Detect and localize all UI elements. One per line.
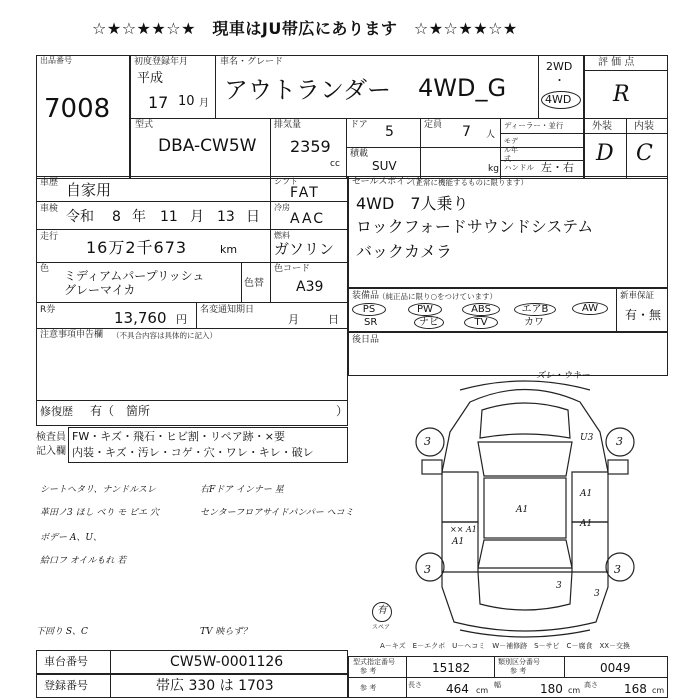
lot-label: 出品番号	[40, 56, 72, 65]
registration-month-unit: 月	[199, 98, 209, 109]
color-label: 色	[40, 264, 50, 274]
height-value: 168	[624, 682, 647, 696]
lot-number: 7008	[44, 94, 111, 124]
handle-label: ハンドル	[504, 163, 534, 172]
selling-point-2: ロックフォードサウンドシステム	[356, 217, 594, 236]
rear-items-label: 後日品	[352, 335, 380, 345]
damage-right-side: A1	[580, 489, 593, 499]
doors-label: ドア	[350, 120, 368, 130]
equip-sr: SR	[364, 317, 378, 328]
chassis-label: 車台番号	[44, 655, 88, 668]
height-label: 高さ	[584, 681, 598, 689]
load-unit: kg	[488, 164, 499, 174]
handwritten-note-6: 給口フ オイルもれ 若	[40, 556, 127, 566]
dims-ref-label: 参 考	[360, 684, 377, 692]
equip-ps: PS	[352, 303, 386, 316]
inspector-row-2: 内装・キズ・汚レ・コゲ・穴・ワレ・キレ・破レ	[72, 446, 314, 459]
inspection-day-unit: 日	[246, 209, 260, 225]
inspection-label: 車検	[40, 204, 59, 214]
width-value: 180	[540, 682, 563, 696]
plate-label: 登録番号	[44, 679, 88, 692]
legend-text: A－キズ E－エクボ U－ヘコミ W－補修跡 S－サビ C－腐食 XX－交換	[380, 642, 631, 650]
name-change-day: 日	[328, 313, 339, 326]
handwritten-note-1: シートヘタリ、ナンドルスレ	[40, 485, 156, 495]
color-change-label: 色替	[244, 278, 264, 289]
mileage-label: 走行	[40, 232, 59, 242]
fuel-value: ガソリン	[274, 240, 335, 258]
capacity-unit: 人	[486, 130, 496, 140]
color-value-1: ミディアムパープリッシュ	[64, 269, 205, 283]
spare-sublabel: スペア	[372, 624, 391, 631]
equip-abs: ABS	[462, 303, 500, 316]
inspection-month: 11	[160, 209, 178, 225]
drive-4wd: 4WD	[545, 93, 572, 106]
exterior-label: 外装	[592, 121, 612, 132]
inspection-day: 13	[217, 209, 235, 225]
class-code-ref: 参 考	[510, 667, 527, 675]
history-value: 自家用	[66, 181, 112, 199]
inspector-label-1: 検査員	[36, 432, 66, 443]
notes-label: 注意事項申告欄	[40, 330, 104, 340]
inspector-label-2: 記入欄	[36, 446, 66, 457]
width-unit: cm	[568, 686, 581, 695]
warranty-label: 新車保証	[620, 291, 655, 301]
model-code-label: 型式指定番号	[353, 658, 395, 666]
equip-navi: ナビ	[414, 316, 444, 329]
drive-dot: ・	[554, 74, 565, 87]
dealer-label: ディーラー・並行	[504, 121, 564, 130]
repair-value: 有（ 箇所	[90, 404, 151, 418]
body-type: SUV	[372, 159, 397, 173]
model-code-ref: 参 考	[360, 667, 377, 675]
interior-grade: C	[636, 141, 653, 166]
handle-value: 左・右	[541, 161, 574, 174]
displacement-label: 排気量	[274, 120, 302, 130]
equip-aw: AW	[572, 302, 608, 315]
damage-rear-right-wheel: 3	[594, 589, 600, 599]
recycle-label: R券	[40, 305, 56, 315]
selling-points-sublabel: （正常に機能するものに限ります）	[408, 178, 528, 187]
selling-point-3: バックカメラ	[356, 242, 453, 261]
model-label: 型式	[135, 120, 154, 130]
name-change-label: 名変通知期日	[200, 305, 255, 315]
damage-front-right: 3	[616, 435, 623, 448]
inspection-month-unit: 月	[190, 209, 204, 225]
displacement-unit: cc	[330, 159, 340, 169]
height-unit: cm	[652, 686, 665, 695]
warranty-value: 有・無	[625, 308, 662, 322]
damage-left-side: A1	[452, 537, 465, 547]
rear-items-box	[348, 332, 668, 376]
damage-right-front-door: U3	[580, 433, 594, 443]
equip-pw: PW	[408, 303, 442, 316]
car-grade: 4WD_G	[418, 74, 507, 102]
grade-value: R	[613, 82, 630, 107]
registration-label: 初度登録年月	[134, 57, 189, 67]
handwritten-note-4: センターフロアサイドパンパー へコミ	[200, 508, 354, 518]
recycle-unit: 円	[176, 313, 187, 326]
class-code-value: 0049	[600, 661, 631, 675]
handwritten-note-5: ボデー A、U、	[40, 533, 102, 543]
registration-year: 17	[148, 93, 169, 112]
mileage-value: 16万2千673	[86, 238, 188, 257]
spare-label: 有	[377, 605, 387, 616]
color-value-2: グレーマイカ	[64, 283, 136, 297]
aircon-label: 冷房	[274, 203, 290, 212]
equipment-sublabel: （純正品に限り○をつけています）	[378, 292, 498, 301]
chassis-value: CW5W-0001126	[170, 654, 284, 670]
model-code-value: 15182	[432, 661, 471, 675]
handwritten-note-7: 下回り S、C	[36, 627, 88, 637]
inspection-year: 8	[112, 209, 121, 225]
repair-close: ）	[336, 404, 349, 418]
capacity-value: 7	[462, 124, 471, 140]
load-label: 積載	[350, 149, 369, 159]
drive-2wd: 2WD	[546, 60, 573, 73]
recycle-value: 13,760	[114, 309, 167, 327]
length-unit: cm	[476, 686, 489, 695]
width-label: 幅	[494, 681, 501, 689]
damage-rear-right: 3	[614, 563, 621, 576]
handwritten-note-8: TV 映らず？	[200, 627, 252, 637]
car-label: 車名・グレード	[220, 57, 284, 67]
diagram-top-note: ズレ・ウキー	[536, 371, 591, 381]
shift-label: シフト	[274, 177, 298, 186]
repair-label: 修復歴	[40, 405, 73, 418]
car-name: アウトランダー	[224, 76, 392, 104]
inspection-year-unit: 年	[132, 209, 146, 225]
equip-tv: TV	[464, 316, 498, 329]
damage-roof: A1	[516, 505, 529, 515]
handwritten-note-2: 右Fドア インナー 星	[200, 485, 284, 495]
capacity-label: 定員	[424, 120, 443, 130]
length-label: 長さ	[408, 681, 422, 689]
exterior-grade: D	[596, 141, 614, 166]
model-year-label: モデル年式	[504, 137, 518, 163]
notes-sublabel: （不具合内容は具体的に記入）	[112, 331, 217, 340]
plate-value: 帯広 330 は 1703	[156, 678, 274, 694]
damage-rear-left: 3	[424, 563, 431, 576]
equip-leather: カワ	[524, 317, 544, 328]
equip-airbag: エアB	[514, 303, 556, 316]
color-code-label: 色コード	[274, 264, 311, 274]
aircon-value: AAC	[290, 211, 326, 227]
grade-label: 評 価 点	[598, 57, 635, 68]
selling-point-1: 4WD 7人乗り	[356, 194, 469, 213]
inspector-row-1: FW・キズ・飛石・ヒビ割・リペア跡・×要	[72, 430, 285, 443]
inspection-era: 令和	[66, 209, 94, 225]
damage-left-rear-door: ×× A1	[450, 525, 477, 534]
history-label: 車歴	[40, 178, 59, 188]
model-value: DBA-CW5W	[158, 136, 257, 156]
doors-value: 5	[385, 124, 394, 140]
fuel-label: 燃料	[274, 231, 290, 240]
color-code: A39	[296, 279, 324, 295]
equipment-label: 装備品	[352, 291, 380, 301]
damage-front-left: 3	[424, 435, 431, 448]
interior-label: 内装	[634, 121, 654, 132]
name-change-month: 月	[288, 313, 299, 326]
damage-left-bumper: 3	[556, 581, 562, 591]
registration-month: 10	[178, 94, 195, 109]
shift-value: FAT	[290, 185, 320, 201]
mileage-unit: km	[220, 243, 238, 256]
length-value: 464	[446, 682, 469, 696]
registration-era: 平成	[137, 71, 164, 86]
selling-points-label: セールスポイント	[352, 177, 424, 187]
displacement-value: 2359	[290, 137, 331, 156]
banner-text: ☆★☆★★☆★ 現車はJU帯広にあります ☆★☆★★☆★	[92, 19, 518, 38]
handwritten-note-3: 革田ノ3 ほし べり モ ピエ 穴	[40, 508, 160, 518]
class-code-label: 類別区分番号	[498, 658, 540, 666]
damage-right-rear-door: A1	[580, 519, 593, 529]
